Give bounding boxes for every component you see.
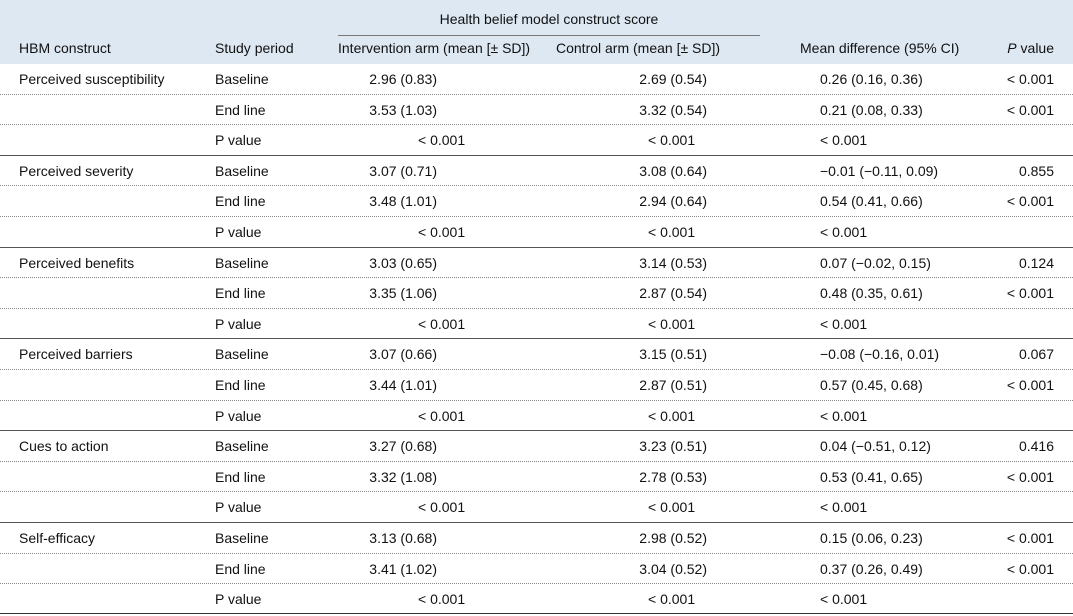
control-cell: 2.98 (0.52) [639, 530, 707, 546]
intervention-cell: < 0.001 [418, 132, 466, 149]
header-control: Control arm (mean [± SD]) [556, 40, 721, 56]
construct-cell: Perceived benefits [19, 254, 135, 271]
period-cell: P value [215, 132, 262, 149]
period-cell: End line [215, 193, 266, 210]
p-value-cell: < 0.001 [1006, 193, 1054, 210]
p-value-cell: < 0.001 [1006, 101, 1054, 118]
table-bottom-rule [0, 613, 1073, 614]
control-cell: < 0.001 [648, 224, 696, 240]
table-row [0, 217, 1073, 247]
intervention-cell: 3.27 (0.68) [369, 438, 437, 455]
intervention-cell: 3.48 (1.01) [369, 193, 437, 210]
difference-cell: < 0.001 [820, 315, 868, 332]
p-value-cell: < 0.001 [1006, 285, 1054, 302]
control-cell: 2.94 (0.64) [639, 193, 707, 210]
p-value-cell: < 0.001 [1006, 71, 1054, 87]
control-cell: 3.08 (0.64) [639, 162, 707, 179]
difference-cell: < 0.001 [820, 132, 868, 149]
intervention-cell: 3.35 (1.06) [369, 285, 437, 302]
group-header-rule [338, 35, 760, 36]
difference-cell: < 0.001 [820, 591, 868, 608]
construct-cell: Cues to action [19, 438, 109, 455]
difference-cell: 0.04 (−0.51, 0.12) [820, 438, 931, 455]
intervention-cell: < 0.001 [418, 224, 466, 240]
period-cell: P value [215, 407, 262, 424]
control-cell: 2.69 (0.54) [639, 71, 707, 87]
control-cell: 3.14 (0.53) [639, 254, 707, 271]
period-cell: Baseline [215, 254, 269, 271]
difference-cell: 0.15 (0.06, 0.23) [820, 530, 923, 546]
period-cell: Baseline [215, 438, 269, 455]
period-cell: End line [215, 377, 266, 393]
difference-cell: 0.37 (0.26, 0.49) [820, 560, 923, 577]
table-row [0, 156, 1073, 186]
header-p-value [1007, 38, 1054, 58]
header-period: Study period [215, 40, 294, 56]
construct-cell: Perceived susceptibility [19, 71, 165, 87]
control-cell: 2.87 (0.51) [639, 377, 707, 393]
intervention-cell: < 0.001 [418, 591, 466, 608]
table-row [0, 370, 1073, 400]
group-header: Health belief model construct score [439, 11, 659, 27]
table-row [0, 186, 1073, 216]
control-cell: < 0.001 [648, 132, 696, 149]
difference-cell: 0.54 (0.41, 0.66) [820, 193, 923, 210]
difference-cell: 0.26 (0.16, 0.36) [820, 71, 923, 87]
period-cell: End line [215, 560, 266, 577]
control-cell: < 0.001 [648, 499, 696, 516]
table-row [0, 125, 1073, 155]
difference-cell: 0.07 (−0.02, 0.15) [820, 254, 931, 271]
period-cell: Baseline [215, 530, 269, 546]
p-value-cell: 0.416 [1018, 438, 1054, 455]
period-cell: Baseline [215, 71, 269, 87]
header-construct: HBM construct [19, 40, 111, 56]
difference-cell: −0.08 (−0.16, 0.01) [820, 346, 940, 363]
table-row [0, 309, 1073, 339]
p-value-cell: 0.124 [1018, 254, 1054, 271]
table-row [0, 64, 1073, 94]
control-cell: 3.23 (0.51) [639, 438, 707, 455]
table-row [0, 584, 1073, 614]
control-cell: < 0.001 [648, 315, 696, 332]
p-value-cell: 0.067 [1018, 346, 1054, 363]
difference-cell: < 0.001 [820, 407, 868, 424]
intervention-cell: < 0.001 [418, 499, 466, 516]
header-difference: Mean difference (95% CI) [800, 40, 960, 56]
table-row [0, 401, 1073, 431]
table-row [0, 339, 1073, 369]
control-cell: 3.32 (0.54) [639, 101, 707, 118]
difference-cell: 0.21 (0.08, 0.33) [820, 101, 923, 118]
table-row [0, 462, 1073, 492]
p-value-cell: < 0.001 [1006, 560, 1054, 577]
table-row [0, 248, 1073, 278]
period-cell: P value [215, 315, 262, 332]
difference-cell: 0.53 (0.41, 0.65) [820, 468, 923, 485]
control-cell: 2.87 (0.54) [639, 285, 707, 302]
table-row [0, 95, 1073, 125]
difference-cell: 0.57 (0.45, 0.68) [820, 377, 923, 393]
intervention-cell: 3.44 (1.01) [369, 377, 437, 393]
table-row [0, 523, 1073, 553]
intervention-cell: 3.13 (0.68) [369, 530, 437, 546]
intervention-cell: < 0.001 [418, 315, 466, 332]
intervention-cell: 3.32 (1.08) [369, 468, 437, 485]
difference-cell: < 0.001 [820, 499, 868, 516]
intervention-cell: 2.96 (0.83) [369, 71, 437, 87]
difference-cell: −0.01 (−0.11, 0.09) [820, 162, 939, 179]
difference-cell: < 0.001 [820, 224, 868, 240]
p-value-cell: < 0.001 [1006, 530, 1054, 546]
construct-cell: Self-efficacy [19, 530, 95, 546]
period-cell: End line [215, 468, 266, 485]
p-value-cell: 0.855 [1018, 162, 1054, 179]
period-cell: P value [215, 224, 262, 240]
period-cell: Baseline [215, 162, 269, 179]
period-cell: End line [215, 285, 266, 302]
intervention-cell: 3.07 (0.71) [369, 162, 437, 179]
control-cell: < 0.001 [648, 407, 696, 424]
intervention-cell: 3.53 (1.03) [369, 101, 437, 118]
difference-cell: 0.48 (0.35, 0.61) [820, 285, 923, 302]
period-cell: P value [215, 591, 262, 608]
construct-cell: Perceived barriers [19, 346, 133, 363]
header-p-italic: P [1007, 40, 1017, 56]
intervention-cell: 3.41 (1.02) [369, 560, 437, 577]
p-value-cell: < 0.001 [1006, 377, 1054, 393]
period-cell: End line [215, 101, 266, 118]
header-p-rest: value [1016, 40, 1054, 56]
table-row [0, 278, 1073, 308]
header-intervention: Intervention arm (mean [± SD]) [338, 40, 531, 56]
intervention-cell: < 0.001 [418, 407, 466, 424]
control-cell: 3.15 (0.51) [639, 346, 707, 363]
table-row [0, 492, 1073, 522]
control-cell: < 0.001 [648, 591, 696, 608]
intervention-cell: 3.03 (0.65) [369, 254, 437, 271]
intervention-cell: 3.07 (0.66) [369, 346, 437, 363]
construct-cell: Perceived severity [19, 162, 134, 179]
p-value-cell: < 0.001 [1006, 468, 1054, 485]
period-cell: P value [215, 499, 262, 516]
control-cell: 3.04 (0.52) [639, 560, 707, 577]
period-cell: Baseline [215, 346, 269, 363]
table-header [0, 0, 1073, 64]
table-row [0, 554, 1073, 584]
control-cell: 2.78 (0.53) [639, 468, 707, 485]
table-row [0, 431, 1073, 461]
